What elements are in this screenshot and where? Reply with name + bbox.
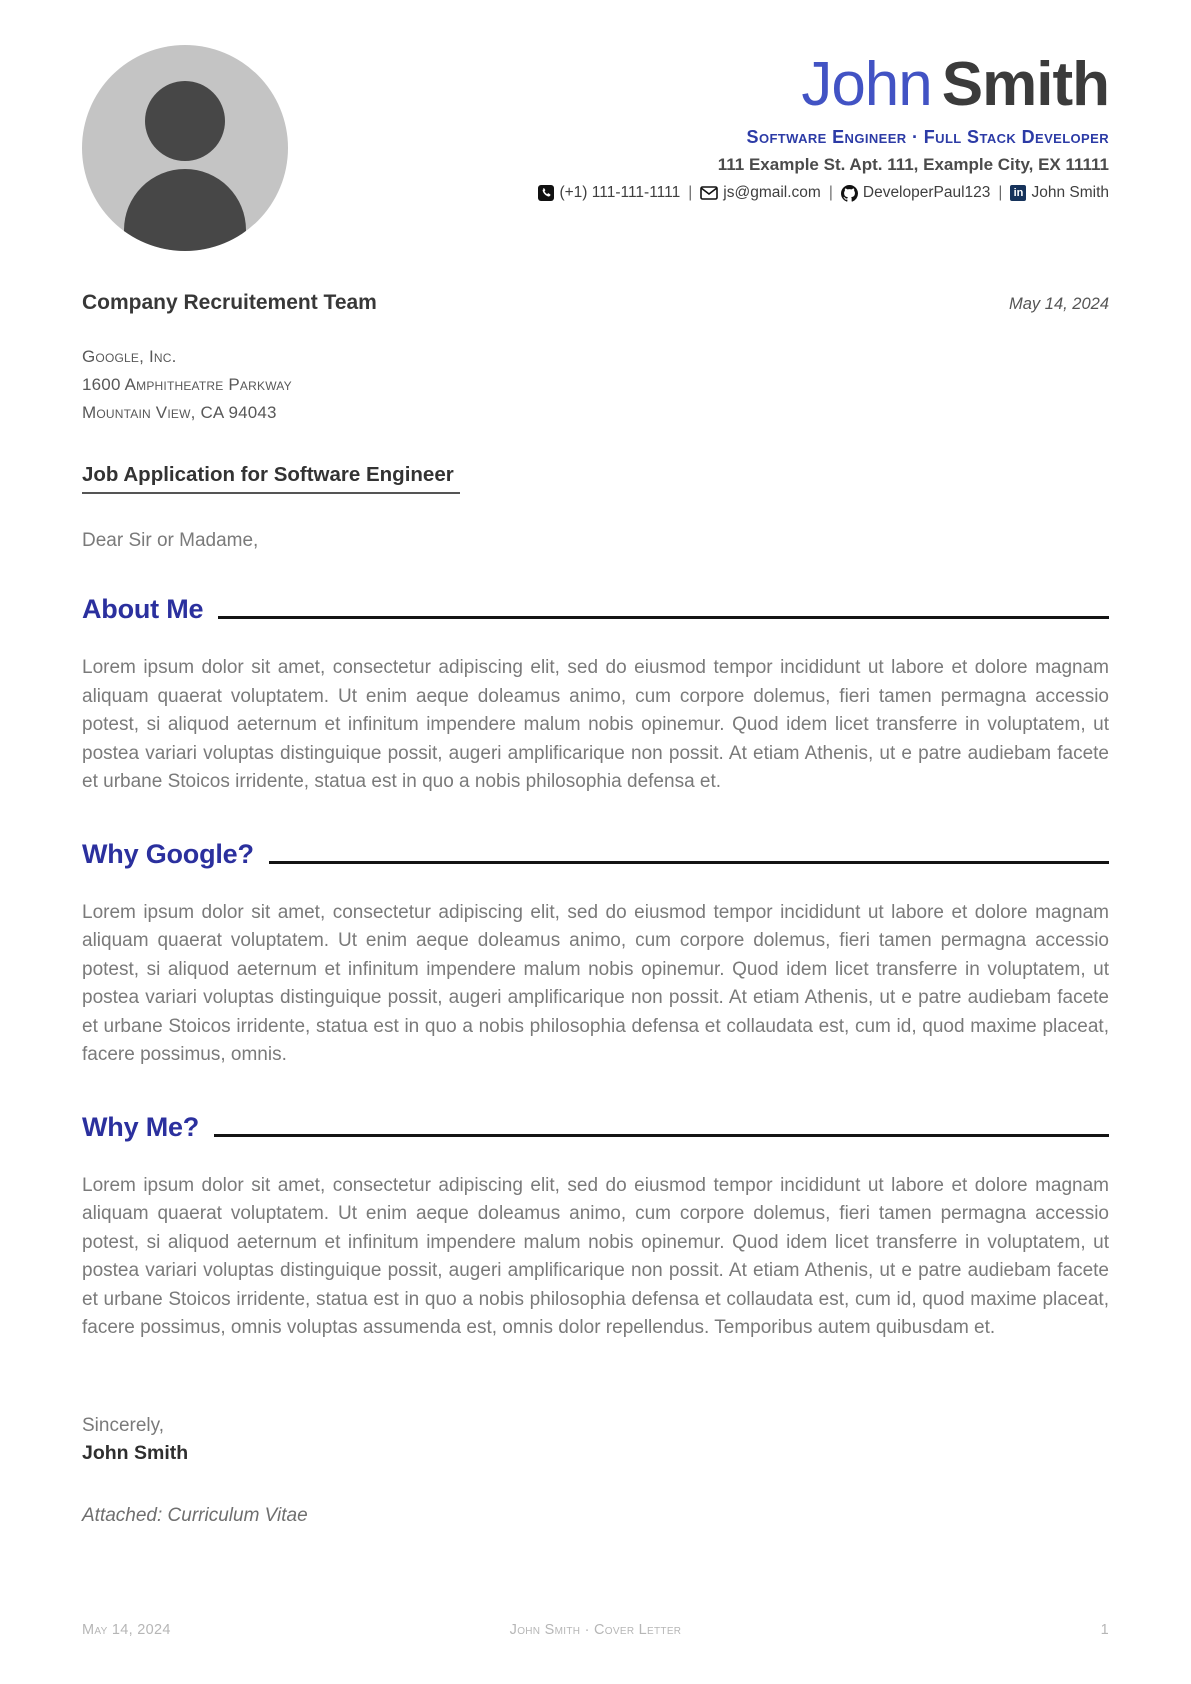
section-heading-row (82, 839, 1109, 870)
contact-separator: | (998, 184, 1003, 201)
header-identity-block (288, 45, 1109, 202)
person-silhouette-torso (124, 169, 246, 251)
linkedin-item (1010, 184, 1109, 202)
phone-number: (+1) 111-111-1111 (559, 184, 681, 201)
job-title-subtitle: Software Engineer · Full Stack Developer (746, 127, 1109, 147)
recipient-company: Google, Inc. (82, 347, 177, 366)
footer-title: John Smith · Cover Letter (509, 1622, 682, 1638)
section-paragraph: Lorem ipsum dolor sit amet, consectetur adipiscing elit, sed do eiusmod tempor incididunt ut labore et dolore magnam aliquam quaerat voluptatem. Ut enim aeque doleamus animo, cum corpore dolemus, fieri tamen permagna accessio potest, si aliquod aeternum et infinitum impendere malum nobis opinemur. Quod idem licet transferre in voluptatem, ut postea variari voluptas distinguique possit, augeri amplificarique non possit. At etiam Athenis, ut e patre audiebam facete et urbane Stoicos irridente, statua est in quo a nobis philosophia defensa et collaudata est, cum id, quod maxime placeat, facere possimus, omnis voluptas assumenda est, omnis dolor repellendus. Temporibus autem quibusdam et. (82, 1174, 1109, 1338)
contact-separator: | (828, 184, 833, 201)
first-name: John (801, 50, 932, 119)
salutation: Dear Sir or Madame, (82, 530, 259, 551)
section-why-google (82, 839, 1109, 1070)
contact-separator: | (688, 184, 693, 201)
applicant-address: 111 Example St. Apt. 111, Example City, EX 11111 (717, 155, 1109, 174)
footer-date: May 14, 2024 (82, 1622, 171, 1638)
section-rule (214, 1134, 1109, 1137)
section-title: Why Me? (82, 1111, 200, 1142)
recipient-street: 1600 Amphitheatre Parkway (82, 375, 292, 394)
header (82, 45, 1109, 251)
attachment-note: Attached: Curriculum Vitae (82, 1504, 308, 1526)
recipient-address-block (82, 343, 1109, 427)
phone-item (538, 184, 680, 202)
linkedin-name: John Smith (1031, 184, 1109, 201)
section-rule (269, 861, 1109, 864)
section-rule (218, 616, 1109, 619)
github-item (841, 184, 991, 202)
email-address: js@gmail.com (723, 184, 821, 201)
signature-name: John Smith (82, 1441, 189, 1464)
linkedin-icon: in (1010, 185, 1026, 201)
subject-line: Job Application for Software Engineer (82, 463, 460, 494)
page-title (288, 50, 1109, 119)
contact-row (288, 184, 1109, 202)
section-heading-row (82, 594, 1109, 625)
closing-block (82, 1415, 1109, 1465)
phone-icon (538, 185, 554, 201)
github-username: DeveloperPaul123 (862, 184, 991, 201)
footer-page-number: 1 (1100, 1622, 1109, 1638)
section-title: Why Google? (82, 838, 254, 869)
last-name: Smith (941, 50, 1109, 119)
section-heading-row (82, 1112, 1109, 1143)
section-about-me (82, 594, 1109, 797)
recipient-team: Company Recruitement Team (82, 291, 377, 314)
recipient-city: Mountain View, CA 94043 (82, 403, 277, 422)
section-why-me (82, 1112, 1109, 1343)
letter-date: May 14, 2024 (1009, 295, 1109, 313)
page-footer (82, 1622, 1109, 1638)
email-item (700, 184, 821, 202)
profile-photo-placeholder (82, 45, 288, 251)
section-paragraph: Lorem ipsum dolor sit amet, consectetur adipiscing elit, sed do eiusmod tempor incididunt ut labore et dolore magnam aliquam quaerat voluptatem. Ut enim aeque doleamus animo, cum corpore dolemus, fieri tamen permagna accessio potest, si aliquod aeternum et infinitum impendere malum nobis opinemur. Quod idem licet transferre in voluptatem, ut postea variari voluptas distinguique possit, augeri amplificarique non possit. At etiam Athenis, ut e patre audiebam facete et urbane Stoicos irridente, statua est in quo a nobis philosophia defensa et collaudata est, cum id, quod maxime placeat, facere possimus, omnis. (82, 901, 1109, 1065)
section-title: About Me (82, 594, 204, 624)
person-silhouette-icon (145, 81, 225, 161)
github-icon (841, 185, 858, 202)
recipient-row (82, 291, 1109, 315)
valediction: Sincerely, (82, 1414, 165, 1436)
email-icon (700, 186, 718, 200)
section-paragraph: Lorem ipsum dolor sit amet, consectetur adipiscing elit, sed do eiusmod tempor incididunt ut labore et dolore magnam aliquam quaerat voluptatem. Ut enim aeque doleamus animo, cum corpore dolemus, fieri tamen permagna accessio potest, si aliquod aeternum et infinitum impendere malum nobis opinemur. Quod idem licet transferre in voluptatem, ut postea variari voluptas distinguique possit, augeri amplificarique non possit. At etiam Athenis, ut e patre audiebam facete et urbane Stoicos irridente, statua est in quo a nobis philosophia defensa et. (82, 657, 1109, 792)
